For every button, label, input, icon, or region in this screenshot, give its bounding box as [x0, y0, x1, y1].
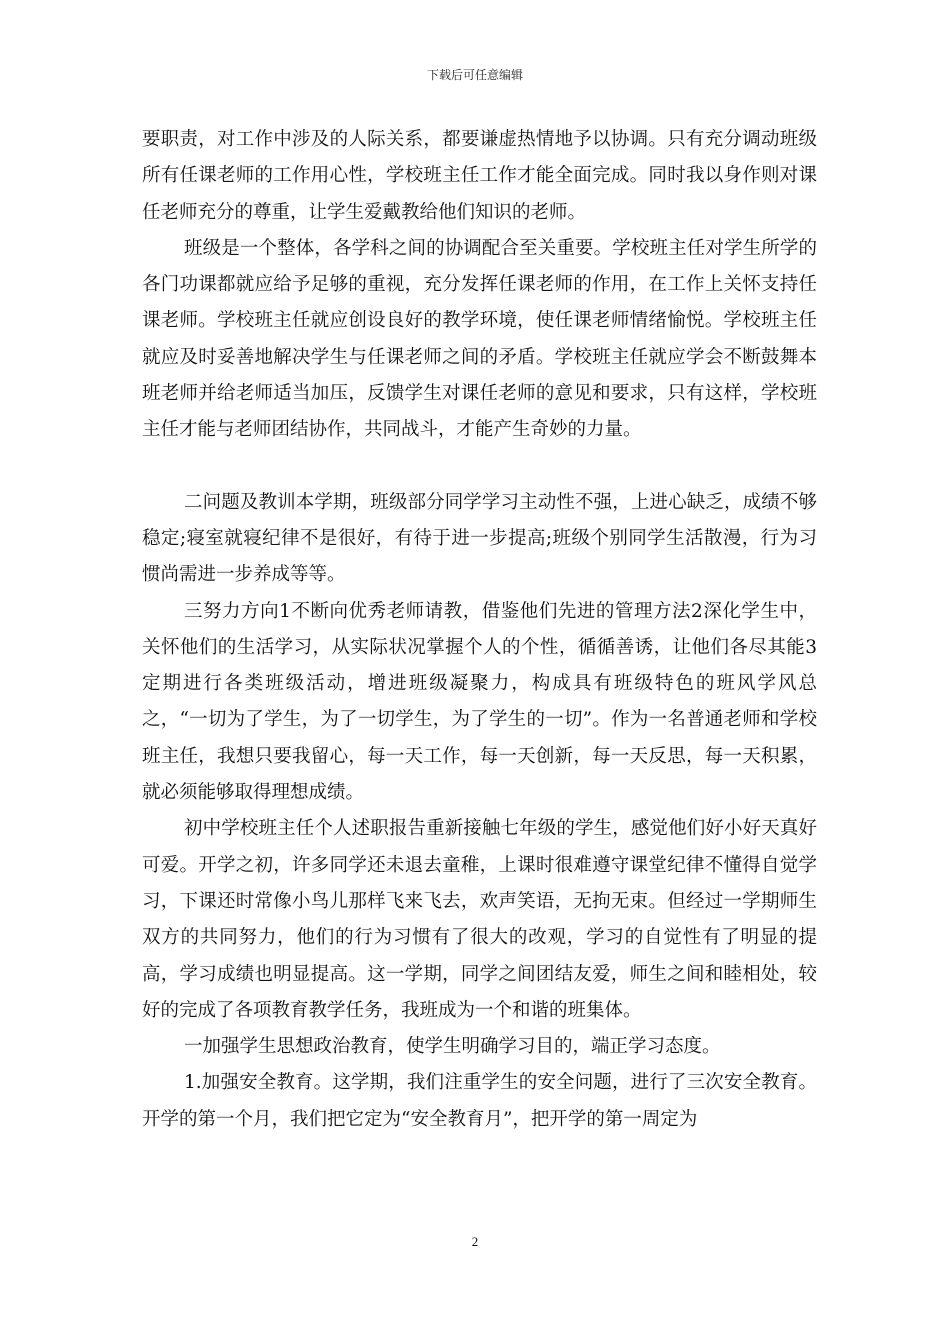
document-body	[142, 122, 817, 1138]
paragraph: 要职责，对工作中涉及的人际关系，都要谦虚热情地予以协调。只有充分调动班级所有任课老师的工作用心性，学校班主任工作才能全面完成。同时我以身作则对课任老师充分的尊重，让学生爱戴教给他们知识的老师。	[142, 129, 817, 223]
paragraph-spacer	[142, 449, 817, 485]
paragraph: 1.加强安全教育。这学期，我们注重学生的安全问题，进行了三次安全教育。开学的第一个月，我们把它定为“安全教育月”，把开学的第一周定为	[142, 1072, 817, 1130]
paragraph: 一加强学生思想政治教育，使学生明确学习目的，端正学习态度。	[184, 1036, 721, 1058]
paragraph: 三努力方向1不断向优秀老师请教，借鉴他们先进的管理方法2深化学生中，关怀他们的生活学习，从实际状况掌握个人的个性，循循善诱，让他们各尽其能3定期进行各类班级活动，增进班级凝聚力，构成具有班级特色的班风学风总之，“一切为了学生，为了一切学生，为了学生的一切”。作为一名普通老师和学校班主任，我想只要我留心，每一天工作，每一天创新，每一天反思，每一天积累，就必须能够取得理想成绩。	[142, 600, 817, 804]
page-header: 下载后可任意编辑	[426, 68, 523, 82]
paragraph: 二问题及教训本学期，班级部分同学学习主动性不强，上进心缺乏，成绩不够稳定;寝室就寝纪律不是很好，有待于进一步提高;班级个别同学生活散漫，行为习惯尚需进一步养成等等。	[142, 491, 817, 586]
paragraph: 班级是一个整体，各学科之间的协调配合至关重要。学校班主任对学生所学的各门功课都就应给予足够的重视，充分发挥任课老师的作用，在工作上关怀支持任课老师。学校班主任就应创设良好的教学环境，使任课老师情绪愉悦。学校班主任就应及时妥善地解决学生与任课老师之间的矛盾。学校班主任就应学会不断鼓舞本班老师并给老师适当加压，反馈学生对课任老师的意见和要求，只有这样，学校班主任才能与老师团结协作，共同战斗，才能产生奇妙的力量。	[142, 237, 817, 441]
paragraph: 初中学校班主任个人述职报告重新接触七年级的学生，感觉他们好小好天真好可爱。开学之初，许多同学还未退去童稚，上课时很难遵守课堂纪律不懂得自觉学习，下课还时常像小鸟儿那样飞来飞去，欢声笑语，无拘无束。但经过一学期师生双方的共同努力，他们的行为习惯有了很大的改观，学习的自觉性有了明显的提高，学习成绩也明显提高。这一学期，同学之间团结友爱，师生之间和睦相处，较好的完成了各项教育教学任务，我班成为一个和谐的班集体。	[142, 818, 817, 1021]
page-number: 2	[471, 1234, 479, 1249]
